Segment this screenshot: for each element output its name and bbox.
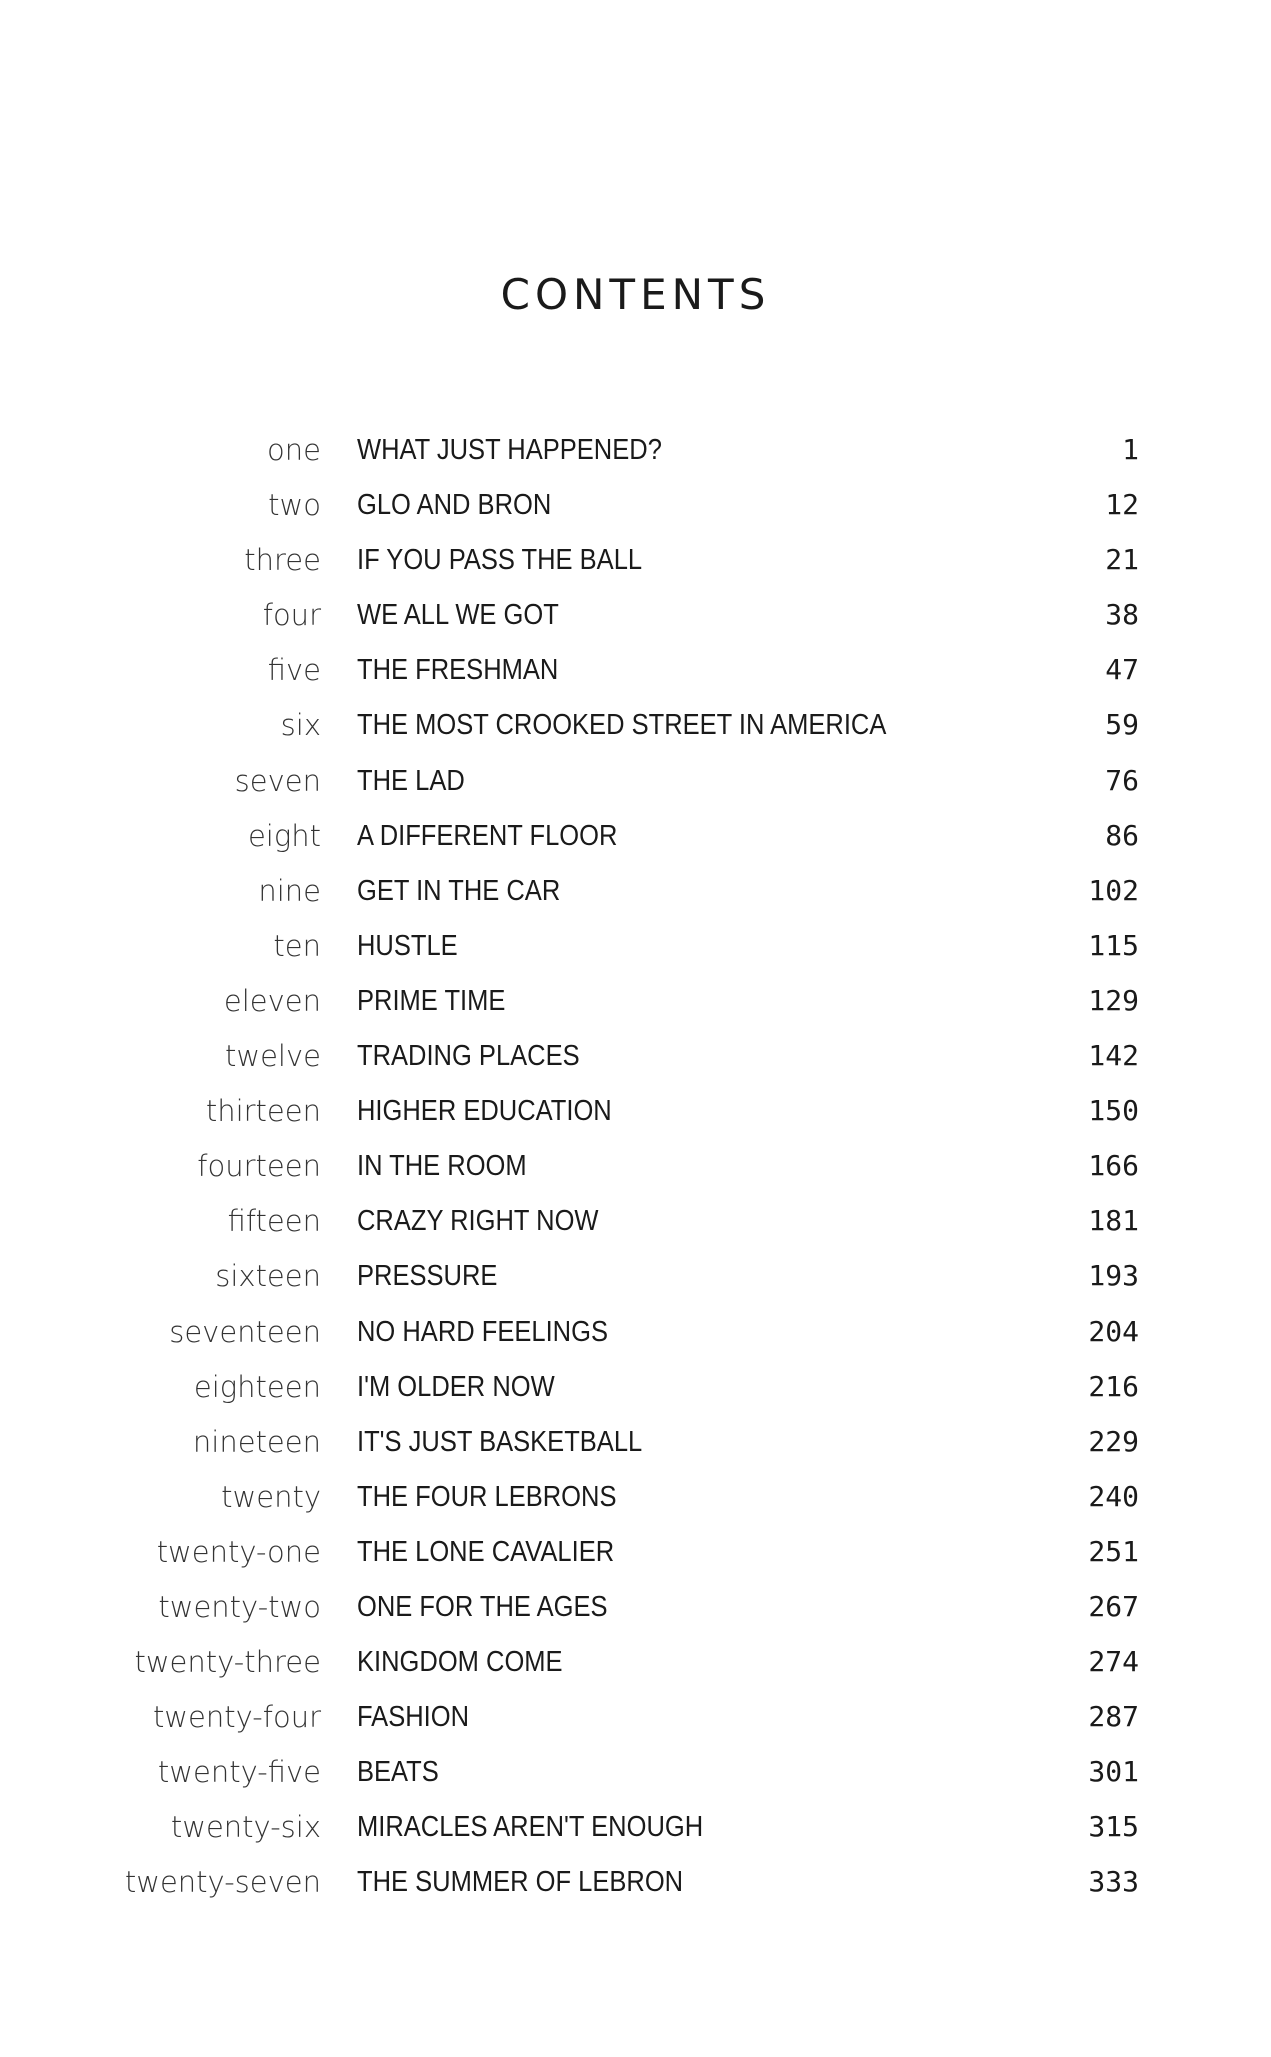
chapter-number: three — [244, 543, 321, 578]
chapter-title: PRESSURE — [357, 1260, 498, 1293]
chapter-title: FASHION — [357, 1701, 470, 1734]
chapter-page-number: 229 — [1088, 1424, 1139, 1458]
chapter-title: HUSTLE — [357, 929, 458, 962]
toc-entry-seven[interactable] — [0, 756, 1271, 811]
chapter-page-number: 115 — [1088, 928, 1139, 962]
chapter-number: twenty-two — [158, 1589, 321, 1624]
chapter-page-number: 76 — [1105, 763, 1139, 797]
chapter-title: CRAZY RIGHT NOW — [357, 1205, 599, 1238]
chapter-number: seventeen — [169, 1314, 321, 1349]
chapter-page-number: 267 — [1088, 1589, 1139, 1623]
chapter-number: twenty-six — [170, 1810, 321, 1845]
chapter-title: BEATS — [357, 1756, 439, 1789]
chapter-page-number: 216 — [1088, 1369, 1139, 1403]
chapter-title: GET IN THE CAR — [357, 874, 561, 907]
chapter-title: THE SUMMER OF LEBRON — [357, 1866, 684, 1899]
chapter-title: THE MOST CROOKED STREET IN AMERICA — [357, 709, 887, 742]
chapter-title: NO HARD FEELINGS — [357, 1315, 608, 1348]
toc-entry-two[interactable] — [0, 480, 1271, 535]
chapter-title: A DIFFERENT FLOOR — [357, 819, 618, 852]
chapter-page-number: 1 — [1122, 433, 1139, 466]
chapter-page-number: 301 — [1088, 1755, 1139, 1789]
toc-entry-one[interactable] — [0, 425, 1271, 480]
chapter-title: THE FOUR LEBRONS — [357, 1480, 617, 1513]
chapter-number: fifteen — [227, 1204, 321, 1239]
chapter-number: one — [267, 433, 321, 467]
toc-entry-seventeen[interactable] — [0, 1307, 1271, 1362]
toc-entry-nine[interactable] — [0, 866, 1271, 921]
chapter-number: sixteen — [215, 1259, 321, 1294]
toc-entry-thirteen[interactable] — [0, 1086, 1271, 1141]
toc-entry-twenty-five[interactable] — [0, 1747, 1271, 1802]
chapter-page-number: 129 — [1088, 983, 1139, 1017]
chapter-number: twenty-five — [157, 1755, 321, 1790]
chapter-number: nineteen — [192, 1424, 321, 1459]
chapter-page-number: 181 — [1088, 1204, 1139, 1238]
chapter-number: twenty-four — [152, 1700, 321, 1735]
chapter-page-number: 315 — [1088, 1810, 1139, 1844]
chapter-page-number: 47 — [1105, 653, 1139, 687]
toc-entry-four[interactable] — [0, 590, 1271, 645]
chapter-title: IT'S JUST BASKETBALL — [357, 1425, 643, 1458]
toc-entry-twenty-six[interactable] — [0, 1802, 1271, 1857]
chapter-title: THE LONE CAVALIER — [357, 1535, 615, 1568]
chapter-page-number: 59 — [1105, 708, 1139, 742]
chapter-page-number: 142 — [1088, 1039, 1139, 1073]
table-of-contents — [0, 425, 1271, 1913]
chapter-number: eleven — [223, 983, 321, 1018]
chapter-title: IF YOU PASS THE BALL — [357, 544, 643, 577]
chapter-page-number: 166 — [1088, 1149, 1139, 1183]
chapter-page-number: 251 — [1088, 1534, 1139, 1568]
chapter-number: twelve — [225, 1039, 321, 1074]
toc-entry-twelve[interactable] — [0, 1031, 1271, 1086]
toc-entry-eight[interactable] — [0, 811, 1271, 866]
toc-entry-twenty-two[interactable] — [0, 1582, 1271, 1637]
chapter-number: eighteen — [193, 1369, 321, 1404]
toc-entry-sixteen[interactable] — [0, 1251, 1271, 1306]
chapter-title: I'M OLDER NOW — [357, 1370, 555, 1403]
chapter-number: twenty — [221, 1479, 321, 1514]
chapter-number: nine — [258, 873, 321, 908]
chapter-title: THE FRESHMAN — [357, 654, 559, 687]
toc-entry-eighteen[interactable] — [0, 1362, 1271, 1417]
toc-entry-twenty-one[interactable] — [0, 1527, 1271, 1582]
chapter-page-number: 102 — [1088, 873, 1139, 907]
chapter-title: WHAT JUST HAPPENED? — [357, 434, 662, 466]
chapter-number: five — [267, 653, 321, 688]
chapter-number: seven — [234, 763, 321, 798]
chapter-title: ONE FOR THE AGES — [357, 1590, 608, 1623]
chapter-page-number: 204 — [1088, 1314, 1139, 1348]
toc-entry-fourteen[interactable] — [0, 1141, 1271, 1196]
chapter-number: twenty-one — [156, 1534, 321, 1569]
toc-entry-twenty-three[interactable] — [0, 1637, 1271, 1692]
chapter-number: twenty-seven — [124, 1865, 321, 1900]
chapter-number: fourteen — [197, 1149, 321, 1184]
chapter-page-number: 240 — [1088, 1479, 1139, 1513]
toc-entry-nineteen[interactable] — [0, 1417, 1271, 1472]
chapter-page-number: 21 — [1105, 543, 1139, 577]
chapter-title: GLO AND BRON — [357, 489, 552, 522]
chapter-title: MIRACLES AREN'T ENOUGH — [357, 1811, 704, 1844]
chapter-page-number: 150 — [1088, 1094, 1139, 1128]
chapter-number: thirteen — [205, 1094, 321, 1129]
chapter-page-number: 287 — [1088, 1700, 1139, 1734]
chapter-title: WE ALL WE GOT — [357, 599, 559, 632]
toc-entry-six[interactable] — [0, 700, 1271, 755]
chapter-title: IN THE ROOM — [357, 1150, 527, 1183]
chapter-title: TRADING PLACES — [357, 1040, 580, 1073]
chapter-number: twenty-three — [134, 1645, 321, 1680]
chapter-title: THE LAD — [357, 764, 465, 797]
chapter-title: KINGDOM COME — [357, 1646, 563, 1679]
chapter-page-number: 38 — [1105, 598, 1139, 632]
toc-entry-eleven[interactable] — [0, 976, 1271, 1031]
chapter-page-number: 193 — [1088, 1259, 1139, 1293]
chapter-title: PRIME TIME — [357, 984, 506, 1017]
toc-entry-ten[interactable] — [0, 921, 1271, 976]
chapter-number: four — [262, 598, 321, 633]
toc-entry-twenty[interactable] — [0, 1472, 1271, 1527]
chapter-page-number: 86 — [1105, 818, 1139, 852]
chapter-number: ten — [273, 928, 321, 963]
chapter-number: eight — [247, 818, 321, 853]
chapter-page-number: 12 — [1105, 488, 1139, 522]
page-title: CONTENTS — [500, 270, 771, 319]
chapter-title: HIGHER EDUCATION — [357, 1095, 612, 1128]
chapter-page-number: 333 — [1088, 1865, 1139, 1899]
toc-entry-twenty-four[interactable] — [0, 1692, 1271, 1747]
toc-entry-five[interactable] — [0, 645, 1271, 700]
chapter-page-number: 274 — [1088, 1645, 1139, 1679]
chapter-number: six — [280, 708, 321, 743]
toc-entry-three[interactable] — [0, 535, 1271, 590]
toc-entry-twenty-seven[interactable] — [0, 1857, 1271, 1912]
toc-entry-fifteen[interactable] — [0, 1196, 1271, 1251]
chapter-number: two — [268, 488, 321, 523]
